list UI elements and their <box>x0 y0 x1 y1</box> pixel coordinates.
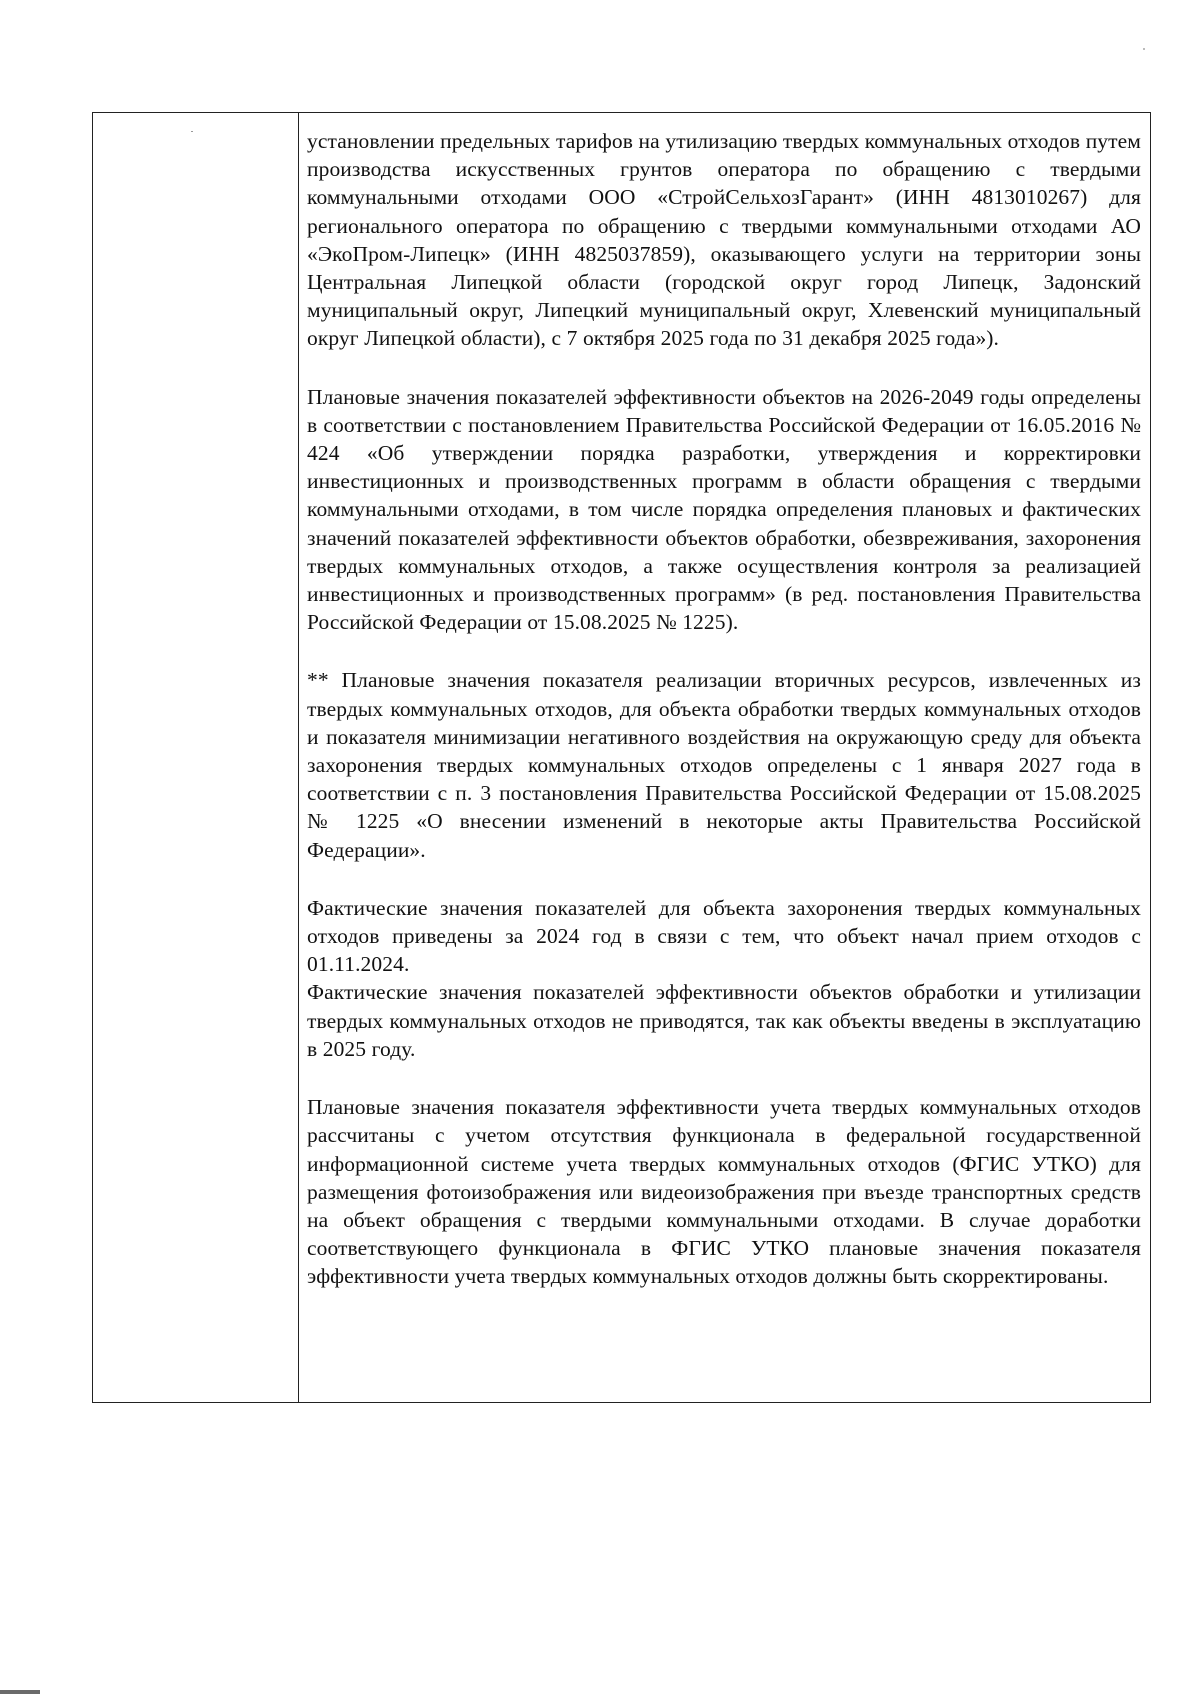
paragraph-planned-indicators: Плановые значения показателей эффективности объектов на 2026-2049 годы определены в соответствии с постановлением Правительства Российской Федерации от 16.05.2016 № 424 «Об утверждении порядка разработки, утверждения и корректировки инвестиционных и производственных программ в области обращения с твердыми коммунальными отходами, в том числе порядка определения плановых и фактических значений показателей эффективности объектов обработки, обезвреживания, захоронения твердых коммунальных отходов, а также осуществления контроля за реализацией инвестиционных и производственных программ» (в ред. постановления Правительства Российской Федерации от 15.08.2025 № 1225). <box>307 384 1141 635</box>
paragraph-tariff-continuation: установлении предельных тарифов на утилизацию твердых коммунальных отходов путем производства искусственных грунтов оператора по обращению с твердыми коммунальными отходами ООО «СтройСельхозГарант» (ИНН 4813010267) для регионального оператора по обращению с твердыми коммунальными отходами АО «ЭкоПром-Липецк» (ИНН 4825037859), оказывающего услуги на территории зоны Центральная Липецкой области (городской округ город Липецк, Задонский муниципальный округ, Липецкий муниципальный округ, Хлевенский муниципальный округ Липецкой области), с 7 октября 2025 года по 31 декабря 2025 года»). <box>307 129 1141 351</box>
table-left-cell <box>93 113 299 1402</box>
document-table <box>92 112 1151 1403</box>
scan-speck <box>191 131 193 132</box>
scan-edge-mark <box>0 1690 40 1694</box>
paragraph-footnote-secondary-resources: ** Плановые значения показателя реализации вторичных ресурсов, извлеченных из твердых коммунальных отходов, для объекта обработки твердых коммунальных отходов и показателя минимизации негативного воздействия на окружающую среду для объекта захоронения твердых коммунальных отходов определены с 1 января 2027 года в соответствии с п. 3 постановления Правительства Российской Федерации от 15.08.2025 № 1225 «О внесении изменений в некоторые акты Правительства Российской Федерации». <box>307 668 1141 862</box>
paragraph-actual-values-landfill: Фактические значения показателей для объекта захоронения твердых коммунальных отходов приведены за 2024 год в связи с тем, что объект начал прием отходов с 01.11.2024. <box>307 895 1141 977</box>
paragraph-accounting-indicator: Плановые значения показателя эффективности учета твердых коммунальных отходов рассчитаны с учетом отсутствия функционала в федеральной государственной информационной системе учета твердых коммунальных отходов (ФГИС УТКО) для размещения фотоизображения или видеоизображения при въезде транспортных средств на объект обращения с твердыми коммунальными отходами. В случае доработки соответствующего функционала в ФГИС УТКО плановые значения показателя эффективности учета твердых коммунальных отходов должны быть скорректированы. <box>307 1095 1141 1289</box>
table-right-cell <box>307 127 1141 1291</box>
paragraph-actual-values-processing: Фактические значения показателей эффективности объектов обработки и утилизации твердых коммунальных отходов не приводятся, так как объекты введены в эксплуатацию в 2025 году. <box>307 980 1141 1061</box>
scan-speck <box>1143 48 1145 50</box>
